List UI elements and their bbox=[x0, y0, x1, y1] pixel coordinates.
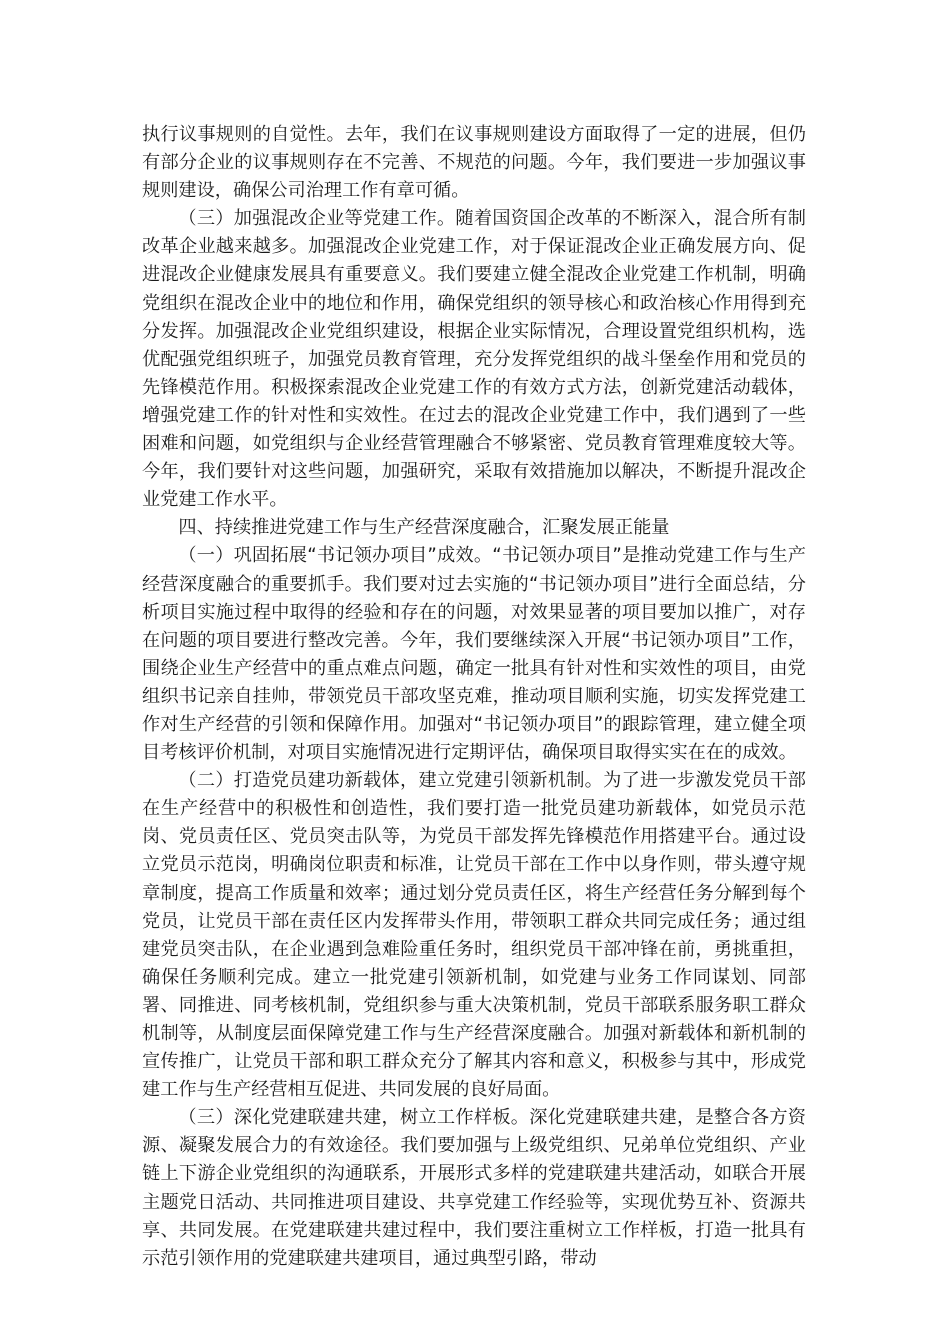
section-heading-four: 四、持续推进党建工作与生产经营深度融合，汇聚发展正能量 bbox=[178, 517, 670, 539]
paragraph-party-member-carriers: （二）打造党员建功新载体，建立党建引领新机制。为了进一步激发党员干部在生产经营中的积极性和创造性，我们要打造一批党员建功新载体，如党员示范岗、党员责任区、党员突击队等，为党员干部发挥先锋模范作用搭建平台。通过设立党员示范岗，明确岗位职责和标准，让党员干部在工作中以身作则，带头遵守规章制度，提高工作质量和效率；通过划分党员责任区，将生产经营任务分解到每个党员，让党员干部在责任区内发挥带头作用，带领职工群众共同完成任务；通过组建党员突击队，在企业遇到急难险重任务时，组织党员干部冲锋在前，勇挑重担，确保任务顺利完成。建立一批党建引领新机制，如党建与业务工作同谋划、同部署、同推进、同考核机制，党组织参与重大决策机制，党员干部联系服务职工群众机制等，从制度层面保障党建工作与生产经营深度融合。加强对新载体和新机制的宣传推广，让党员干部和职工群众充分了解其内容和意义，积极参与其中，形成党建工作与生产经营相互促进、共同发展的良好局面。 bbox=[142, 770, 806, 1101]
document-page bbox=[142, 121, 806, 1273]
paragraph-joint-party-building: （三）深化党建联建共建，树立工作样板。深化党建联建共建，是整合各方资源、凝聚发展合力的有效途径。我们要加强与上级党组织、兄弟单位党组织、产业链上下游企业党组织的沟通联系，开展形式多样的党建联建共建活动，如联合开展主题党日活动、共同推进项目建设、共享党建工作经验等，实现优势互补、资源共享、共同发展。在党建联建共建过程中，我们要注重树立工作样板，打造一批具有示范引领作用的党建联建共建项目，通过典型引路，带动 bbox=[142, 1107, 806, 1269]
paragraph-continuation: 执行议事规则的自觉性。去年，我们在议事规则建设方面取得了一定的进展，但仍有部分企业的议事规则存在不完善、不规范的问题。今年，我们要进一步加强议事规则建设，确保公司治理工作有章可循。 bbox=[142, 124, 806, 202]
paragraph-mixed-reform-party-building: （三）加强混改企业等党建工作。随着国资国企改革的不断深入，混合所有制改革企业越来越多。加强混改企业党建工作，对于保证混改企业正确发展方向、促进混改企业健康发展具有重要意义。我们要建立健全混改企业党建工作机制，明确党组织在混改企业中的地位和作用，确保党组织的领导核心和政治核心作用得到充分发挥。加强混改企业党组织建设，根据企业实际情况，合理设置党组织机构，选优配强党组织班子，加强党员教育管理，充分发挥党组织的战斗堡垒作用和党员的先锋模范作用。积极探索混改企业党建工作的有效方式方法，创新党建活动载体，增强党建工作的针对性和实效性。在过去的混改企业党建工作中，我们遇到了一些困难和问题，如党组织与企业经营管理融合不够紧密、党员教育管理难度较大等。今年，我们要针对这些问题，加强研究，采取有效措施加以解决，不断提升混改企业党建工作水平。 bbox=[142, 208, 806, 511]
paragraph-secretary-projects: （一）巩固拓展“书记领办项目”成效。“书记领办项目”是推动党建工作与生产经营深度融合的重要抓手。我们要对过去实施的“书记领办项目”进行全面总结，分析项目实施过程中取得的经验和存在的问题，对效果显著的项目要加以推广，对存在问题的项目要进行整改完善。今年，我们要继续深入开展“书记领办项目”工作，围绕企业生产经营中的重点难点问题，确定一批具有针对性和实效性的项目，由党组织书记亲自挂帅，带领党员干部攻坚克难，推动项目顺利实施，切实发挥党建工作对生产经营的引领和保障作用。加强对“书记领办项目”的跟踪管理，建立健全项目考核评价机制，对项目实施情况进行定期评估，确保项目取得实实在在的成效。 bbox=[142, 545, 806, 764]
